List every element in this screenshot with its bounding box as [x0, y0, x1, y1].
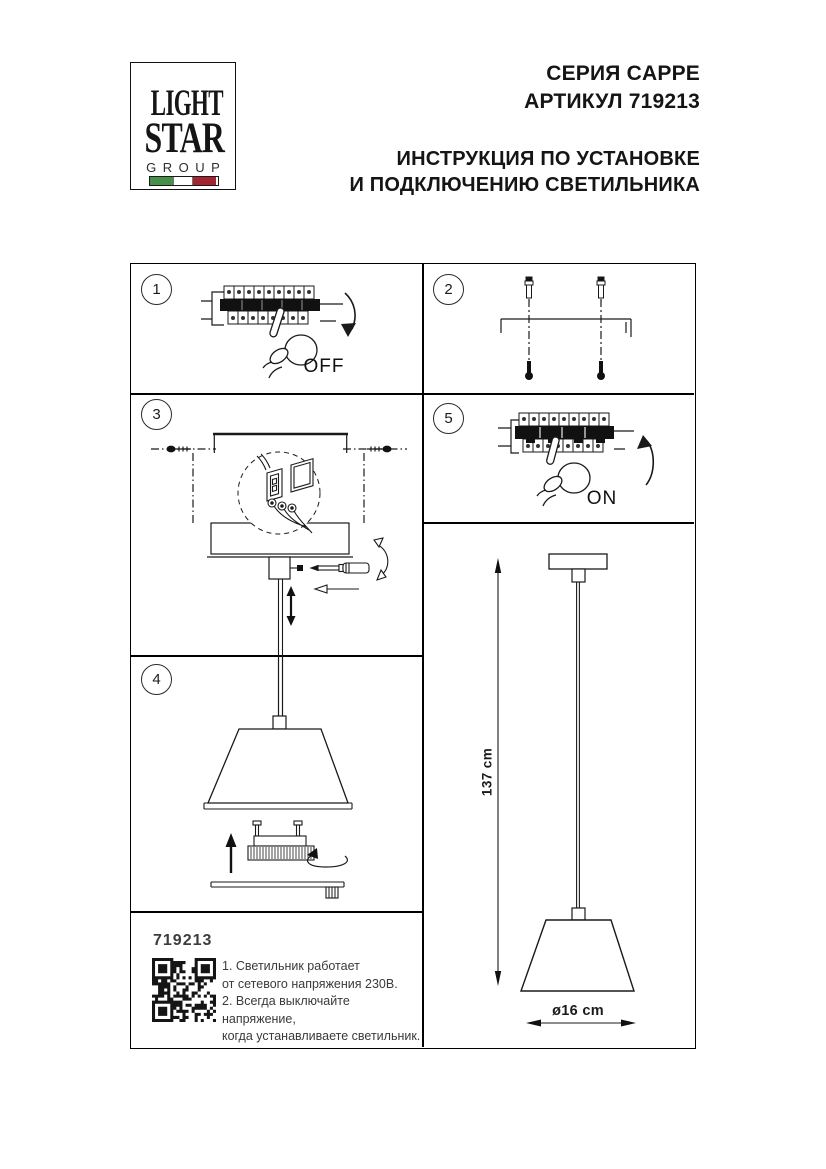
note-line-3: 2. Всегда выключайте напряжение, [222, 994, 350, 1026]
height-dimension-label: 137 cm [479, 747, 495, 797]
qr-code [152, 958, 216, 1022]
off-label: OFF [303, 356, 345, 377]
ceiling-mount-drawing [131, 393, 422, 655]
italian-flag-stripe [149, 176, 219, 186]
subtitle-line-1: ИНСТРУКЦИЯ ПО УСТАНОВКЕ [396, 148, 700, 170]
screwdriver-icon [311, 563, 369, 573]
step-2-number: 2 [444, 281, 453, 298]
shade-assembly-drawing [131, 655, 422, 911]
note-line-4: когда устанавливаете светильник. [222, 1029, 421, 1043]
header-subtitle [349, 146, 700, 198]
breaker-off-drawing [131, 264, 422, 393]
footer-article-number: 719213 [153, 932, 213, 949]
flag-white-segment [173, 177, 193, 185]
on-label: ON [586, 488, 618, 509]
arrow-down-icon [341, 293, 356, 337]
logo-word-group: GROUP [146, 160, 227, 175]
step-5-number: 5 [444, 410, 453, 427]
flag-red-segment [193, 177, 216, 185]
diffuser-plate [211, 882, 344, 898]
arrow-up-icon [637, 435, 653, 485]
rotate-arrows-icon [374, 538, 388, 580]
logo-word-star: STAR [144, 115, 225, 162]
height-dimension-arrow [495, 558, 501, 986]
logo-word-light: LIGHT [150, 83, 223, 124]
step-4-number: 4 [152, 671, 161, 688]
flag-green-segment [150, 177, 173, 185]
subtitle-line-2: И ПОДКЛЮЧЕНИЮ СВЕТИЛЬНИКА [349, 174, 700, 196]
instruction-grid [130, 263, 696, 1049]
note-line-1: 1. Светильник работает [222, 959, 360, 973]
step-1-number: 1 [152, 281, 161, 298]
lightstar-logo [130, 62, 236, 190]
pendant-dimensions-drawing [422, 522, 697, 1050]
safety-notes [222, 958, 424, 1046]
breaker-on-drawing [422, 393, 697, 522]
header-title [524, 60, 700, 116]
grid-divider-h3-left [131, 911, 422, 913]
gx53-lamp [248, 821, 314, 860]
step-3-number: 3 [152, 406, 161, 423]
series-line: СЕРИЯ CAPPE [546, 62, 700, 85]
arrow-up-icon [226, 833, 237, 873]
diameter-dimension-label: ø16 cm [552, 1003, 604, 1019]
mounting-hardware-drawing [422, 264, 697, 393]
article-line: АРТИКУЛ 719213 [524, 90, 700, 113]
up-down-arrow-icon [287, 586, 296, 626]
diameter-dimension-arrow [526, 1020, 636, 1027]
insert-arrow-icon [315, 585, 359, 593]
note-line-2: от сетевого напряжения 230В. [222, 976, 398, 991]
